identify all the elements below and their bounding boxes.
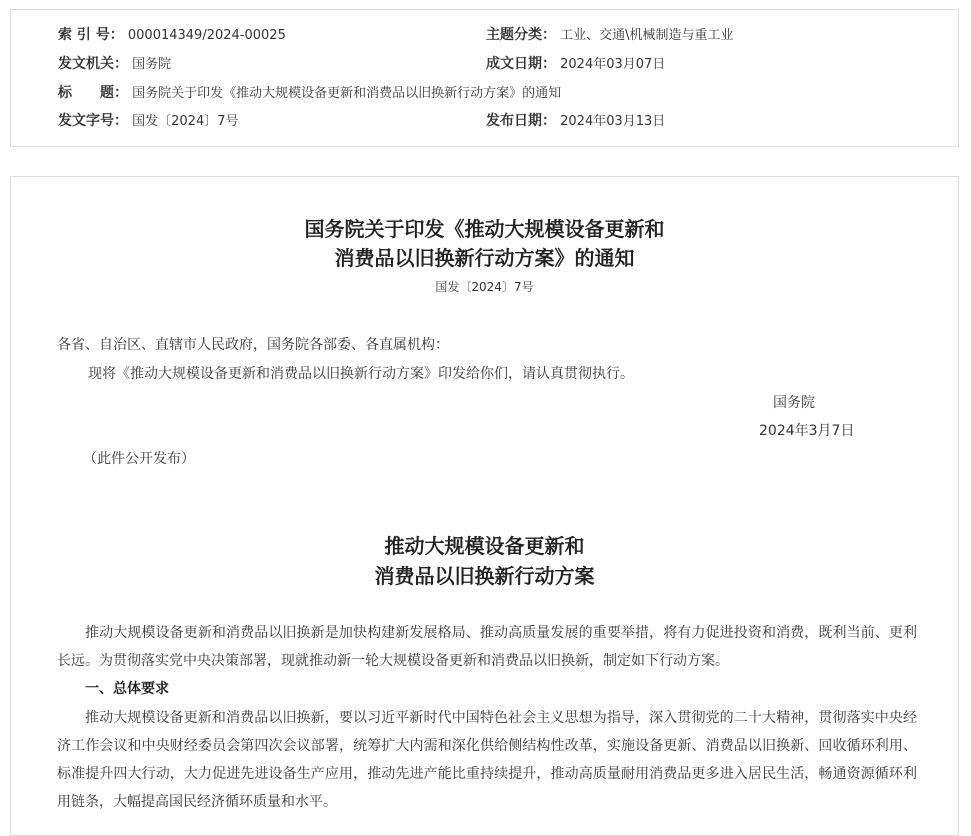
notice-signer: 国务院 [773,395,815,411]
meta-published-value: 2024年03月13日 [560,114,666,129]
plan-title-line2: 消费品以旧换新行动方案 [374,564,595,588]
notice-title-line2: 消费品以旧换新行动方案》的通知 [334,246,635,270]
document-content-panel [10,176,959,836]
notice-body: 现将《推动大规模设备更新和消费品以旧换新行动方案》印发给你们，请认真贯彻执行。 [88,366,634,382]
meta-title-value: 国务院关于印发《推动大规模设备更新和消费品以旧换新行动方案》的通知 [132,86,562,101]
notice-doc-number: 国发〔2024〕7号 [435,280,534,294]
meta-written-row [486,53,665,75]
meta-docno-label: 发文字号： [58,113,128,129]
notice-date: 2024年3月7日 [759,423,855,439]
meta-index-row [58,24,286,46]
notice-title-line1: 国务院关于印发《推动大规模设备更新和 [304,217,665,241]
notice-public-note: （此件公开发布） [83,451,195,467]
meta-written-value: 2024年03月07日 [560,57,666,72]
meta-issuer-label: 发文机关： [58,56,128,72]
document-metadata-panel [10,9,959,147]
meta-title-label: 标 题： [58,85,128,101]
plan-title-line1: 推动大规模设备更新和 [384,534,585,558]
meta-category-row [486,24,734,46]
meta-docno-row [58,110,239,132]
meta-published-label: 发布日期： [486,113,556,129]
meta-index-label: 索 引 号： [58,27,124,43]
meta-written-label: 成文日期： [486,56,556,72]
meta-category-label: 主题分类： [486,27,556,43]
section1-heading: 一、总体要求 [85,681,169,697]
plan-intro-paragraph: 推动大规模设备更新和消费品以旧换新是加快构建新发展格局、推动高质量发展的重要举措，将有力促进投资和消费，既利当前、更利长远。为贯彻落实党中央决策部署，现就推动新一轮大规模设备更新和消费品以旧换新，制定如下行动方案。 [57,625,917,669]
notice-addressee: 各省、自治区、直辖市人民政府，国务院各部委、各直属机构： [57,337,449,353]
meta-published-row [486,110,665,132]
meta-category-value: 工业、交通\机械制造与重工业 [560,28,734,43]
section1-paragraph: 推动大规模设备更新和消费品以旧换新，要以习近平新时代中国特色社会主义思想为指导，深入贯彻党的二十大精神，贯彻落实中央经济工作会议和中央财经委员会第四次会议部署，统筹扩大内需和深化供给侧结构性改革，实施设备更新、消费品以旧换新、回收循环利用、标准提升四大行动，大力促进先进设备生产应用，推动先进产能比重持续提升，推动高质量耐用消费品更多进入居民生活，畅通资源循环利用链条，大幅提高国民经济循环质量和水平。 [57,710,917,810]
meta-issuer-row [58,53,171,75]
meta-issuer-value: 国务院 [132,57,172,72]
meta-index-value: 000014349/2024-00025 [127,28,286,43]
meta-docno-value: 国发〔2024〕7号 [132,114,239,129]
meta-title-row [58,82,561,104]
